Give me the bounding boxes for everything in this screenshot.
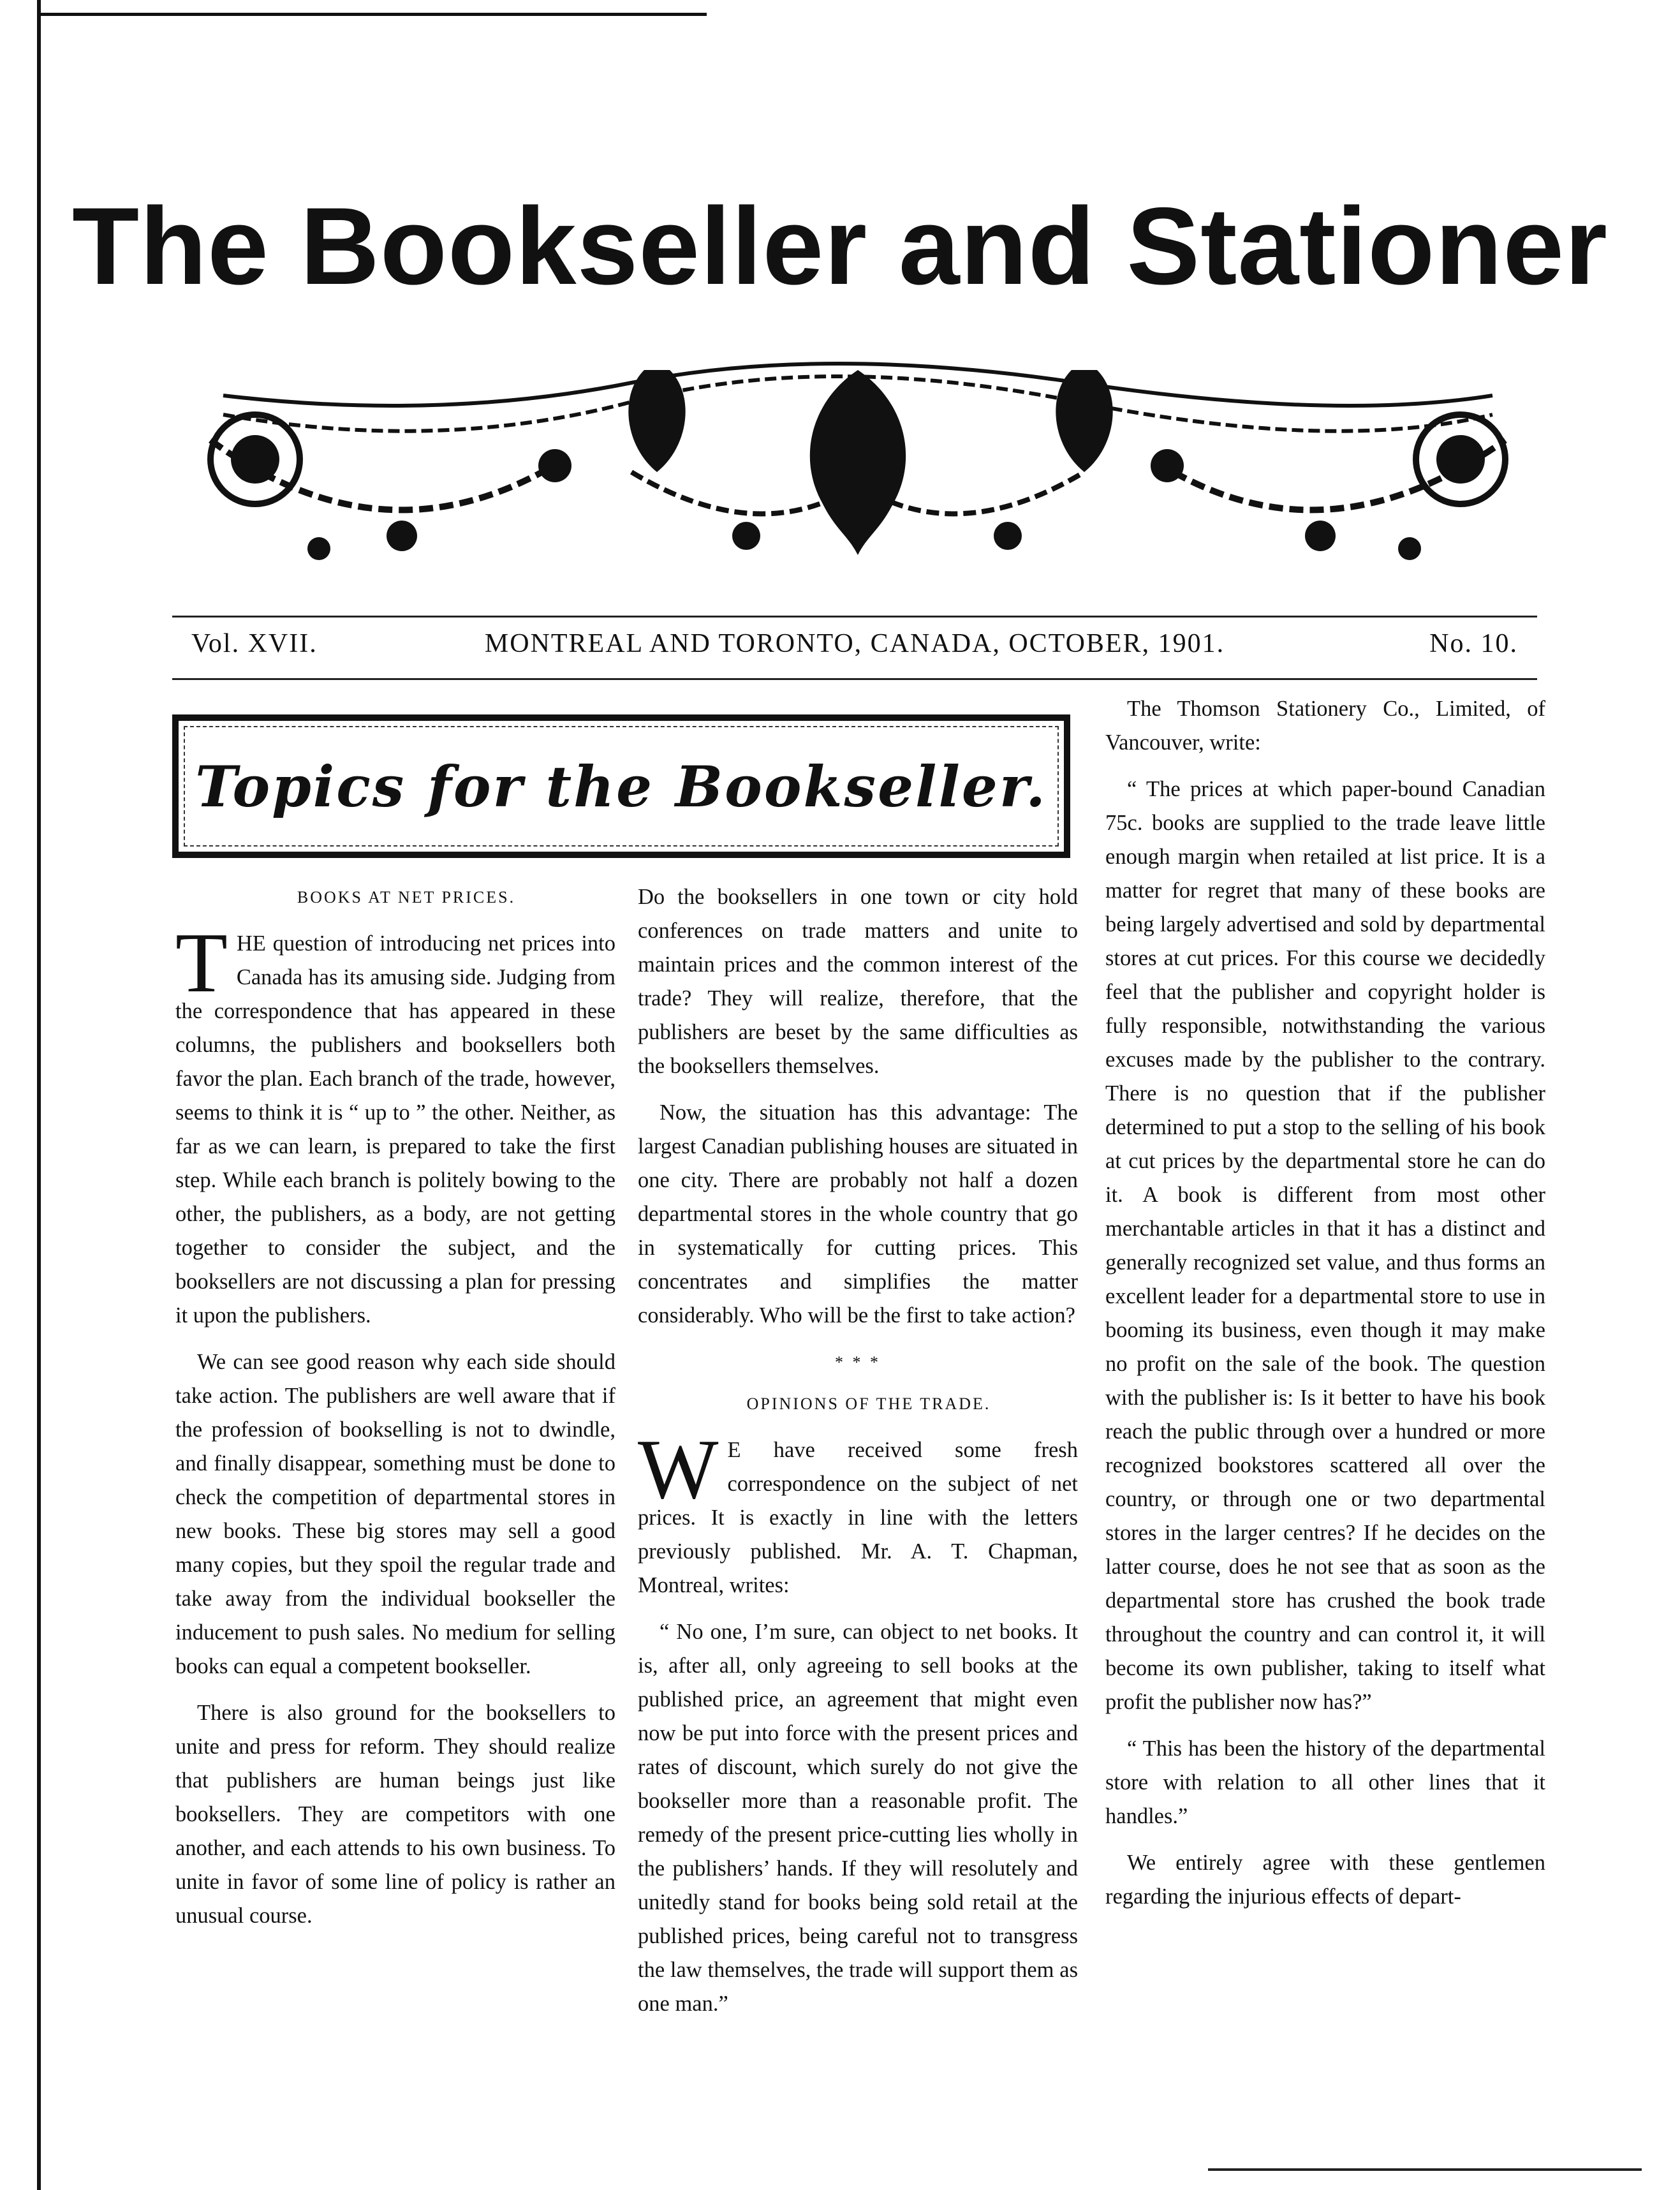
paragraph: The Thomson Stationery Co., Limited, of Vancouver, write: [1105,697,1545,755]
paragraph: There is also ground for the booksellers to unite and press for reform. They should realize that publishers are human beings just like booksellers. They are competitors with one another, and each attends to his own business. To unite in favor of some line of policy is rather an unusual course. [175,1701,615,1928]
dateline-top-rule [172,616,1537,618]
article-column-1 [175,880,615,1946]
section-title: Topics for the Bookseller. [195,753,1047,820]
paragraph: “ No one, I’m sure, can object to net books. It is, after all, only agreeing to sell books at the published price, an agreement that might even now be put into force with the present prices and rates of discount, which surely do not give the bookseller more than a reasonable profit. The remedy of the present price-cutting lies wholly in the publishers’ hands. If they will resolutely and unitedly stand for books being sold retail at the published prices, being careful not to transgress the law themselves, the trade will support them as one man.” [638,1620,1078,2016]
paragraph [638,1422,1078,1602]
dateline-bottom-rule [172,678,1537,680]
paragraph: “ This has been the history of the departmental store with relation to all other lines that it handles.” [1105,1736,1545,1828]
paragraph: We can see good reason why each side should take action. The publishers are well aware that if the profession of bookselling is not to dwindle, and finally disappear, something must be done to check the competition of departmental stores in new books. These big stores may sell a good many copies, but they spoil the regular trade and take away from the individual bookseller the inducement to push sales. No medium for selling books can equal a competent bookseller. [175,1350,615,1678]
article-column-2 [638,880,1078,2034]
page-left-rule [37,0,41,2190]
dateline [191,628,1518,667]
page-top-rule [37,13,707,16]
decorative-ornament-banner [185,344,1531,581]
drop-cap: T [175,915,228,1010]
paragraph-text: E have received some fresh correspondence on the subject of net prices. It is exactly in line with the letters previously published. Mr. A. T. Chapman, Montreal, writes: [638,1438,1078,1597]
section-title-box [172,714,1070,858]
heading-opinions-of-the-trade: OPINIONS OF THE TRADE. [746,1395,991,1413]
issue-number-label: No. 10. [1429,629,1518,658]
paragraph: Now, the situation has this advantage: The largest Canadian publishing houses are situated in one city. There are probably not half a dozen departmental stores in the whole country that go in systematically for cutting prices. This concentrates and simplifies the matter considerably. Who will be the first to take action? [638,1100,1078,1328]
heading-books-at-net-prices: BOOKS AT NET PRICES. [297,888,516,906]
paragraph: We entirely agree with these gentlemen regarding the injurious effects of depart- [1105,1851,1545,1909]
paragraph: “ The prices at which paper-bound Canadian 75c. books are supplied to the trade leave little enough margin when retailed at list price. It is a matter for regret that many of these books are being largely advertised and sold by departmental stores at cut prices. For this course we decidedly feel that the publisher and copyright holder is fully responsible, notwithstanding the various excuses made by the publisher to the contrary. There is no question that if the publisher determined to put a stop to the selling of his book at cut prices by the departmental store he can do it. A book is different from most other merchantable articles in that it has a distinct and generally recognized set value, and thus forms an excellent leader for a departmental store to use in booming its business, even though it may make no profit on the sale of the book. The question with the publisher is: Is it better to have his book reach the public through over a hundred or more recognized bookstores scattered all over the country, or through one or two departmental stores in the larger centres? If he decides on the latter course, does he not see that as soon as the departmental store has crushed the book trade throughout the country and can control it, it will become its own publisher, taking to itself what profit the publisher now has?” [1105,777,1545,1714]
drop-cap: W [638,1422,719,1516]
section-divider-stars: * * * [835,1353,881,1372]
paragraph: Do the booksellers in one town or city hold conferences on trade matters and unite to maintain prices and the common interest of the trade? They will realize, therefore, that the publishers are beset by the same difficulties as the booksellers themselves. [638,885,1078,1078]
volume-label: Vol. XVII. [191,629,318,658]
masthead-title: The Bookseller and Stationer [72,185,1608,307]
page-bottom-rule [1208,2168,1642,2171]
article-column-3 [1105,692,1545,1927]
paragraph [175,915,615,1333]
paragraph-text: HE question of introducing net prices into Canada has its amusing side. Judging from the correspondence that has appeared in these columns, the publishers and booksellers both favor the plan. Each branch of the trade, however, seems to think it is “ up to ” the other. Neither, as far as we can learn, is prepared to take the first step. While each branch is politely bowing to the other, the publishers, as a body, are not getting together to consider the subject, and the booksellers are not discussing a plan for pressing it upon the publishers. [175,931,615,1328]
place-date-label: MONTREAL AND TORONTO, CANADA, OCTOBER, 1901. [484,629,1225,658]
